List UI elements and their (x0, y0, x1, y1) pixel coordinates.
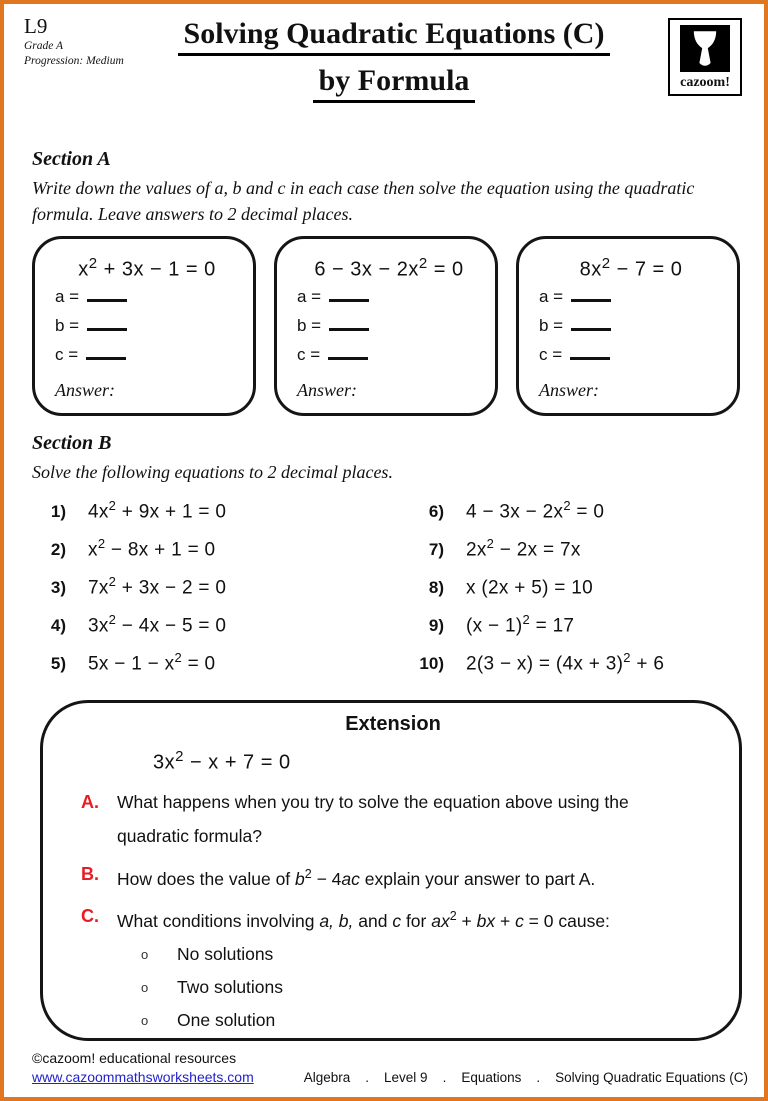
problem-card (32, 236, 256, 416)
equation-number: 3) (50, 578, 66, 598)
circle-bullet-icon: o (141, 1013, 149, 1029)
answer-blank (571, 328, 611, 331)
equation-text: 8x (579, 258, 602, 281)
equation: $4x^2 + 9x + 1 = 0$ (88, 498, 227, 523)
answer-blank (571, 299, 611, 302)
answer-blank (570, 357, 610, 360)
field-label: a = (297, 287, 322, 306)
logo-text: cazoom! (680, 75, 730, 90)
section-b-instructions: Solve the following equations to 2 decimal places. (32, 462, 393, 482)
bullet-item (141, 971, 705, 1004)
superscript: 2 (97, 536, 106, 551)
footer (32, 1049, 254, 1087)
equation-text: x (78, 258, 89, 281)
problem-card (516, 236, 740, 416)
field-label: b = (539, 316, 564, 335)
superscript: 2 (88, 255, 98, 272)
equation: $(x - 1)^2 = 17$ (466, 612, 575, 637)
breadcrumb-item: Equations (461, 1070, 522, 1085)
copyright-text: ©cazoom! educational resources (32, 1050, 237, 1066)
field-a (297, 287, 481, 316)
card-equation (297, 251, 481, 287)
page-title (124, 16, 664, 103)
extension-item-b (81, 857, 705, 896)
equation-text: 6 − 3x − 2x (314, 258, 419, 281)
field-a (539, 287, 723, 316)
equation-row (406, 536, 664, 574)
breadcrumb-item: Algebra (303, 1070, 351, 1085)
equation-column-left (28, 498, 406, 688)
header-meta (24, 14, 124, 69)
equation-row (28, 612, 406, 650)
field-c (297, 345, 481, 374)
bullet-label: Two solutions (177, 977, 284, 998)
field-b (539, 316, 723, 345)
superscript: 2 (623, 650, 631, 665)
section-b (32, 432, 752, 485)
equation-number: 1) (50, 502, 66, 522)
superscript: 2 (108, 498, 117, 513)
card-equation (539, 251, 723, 287)
equation-row (406, 650, 664, 688)
field-label: c = (55, 345, 79, 364)
extension-box (40, 700, 742, 1041)
superscript: 2 (601, 255, 611, 272)
superscript: 2 (522, 612, 531, 627)
equation-text: + 3x − 1 = 0 (97, 258, 216, 281)
field-label: a = (539, 287, 564, 306)
equation-number: 6) (428, 502, 444, 522)
problem-card (274, 236, 498, 416)
superscript: 2 (108, 612, 117, 627)
superscript: 2 (449, 909, 457, 924)
answer-blank (329, 328, 369, 331)
progression-label: Progression: Medium (24, 55, 124, 67)
breadcrumb-separator: . (536, 1070, 541, 1085)
extension-equation: $3x^2 - x + 7 = 0$ (153, 748, 291, 774)
circle-bullet-icon: o (141, 947, 149, 963)
answer-label: Answer: (539, 380, 599, 400)
answer-blank (86, 357, 126, 360)
answer-blank (329, 299, 369, 302)
bullet-label: No solutions (177, 944, 274, 965)
website-link[interactable]: www.cazoommathsworksheets.com (32, 1069, 254, 1085)
card-equation (55, 251, 239, 287)
equation-row (28, 536, 406, 574)
title-line-2: by Formula (313, 63, 476, 103)
field-b (55, 316, 239, 345)
equation: $x^2 - 8x + 1 = 0$ (88, 536, 216, 561)
answer-label: Answer: (297, 380, 357, 400)
level-label: L9 (24, 14, 48, 38)
equation-text: − 7 = 0 (610, 258, 683, 281)
answer-blank (328, 357, 368, 360)
equation-number: 2) (50, 540, 66, 560)
bullet-item (141, 1004, 705, 1037)
section-a-heading: Section A (32, 148, 111, 170)
field-label: c = (539, 345, 563, 364)
item-text: What conditions involving a, b, and c for $ax^2$ + bx + c = 0 cause: (117, 909, 610, 932)
equation-text: = 0 (427, 258, 464, 281)
item-label: B. (81, 863, 99, 884)
superscript: 2 (418, 255, 428, 272)
equation-row (28, 650, 406, 688)
answer-blank (87, 299, 127, 302)
equation-number: 8) (428, 578, 444, 598)
grade-label: Grade A (24, 40, 64, 52)
item-label: A. (81, 791, 99, 812)
field-b (297, 316, 481, 345)
superscript: 2 (108, 574, 117, 589)
equation-number: 4) (50, 616, 66, 636)
item-text: What happens when you try to solve the equation above using the quadratic formula? (117, 791, 629, 846)
superscript: 2 (304, 866, 312, 881)
extension-item-c (81, 899, 705, 938)
breadcrumb-separator: . (442, 1070, 447, 1085)
extension-item-a (81, 785, 705, 853)
field-label: b = (297, 316, 322, 335)
equation-row (28, 574, 406, 612)
breadcrumb-item: Level 9 (384, 1070, 428, 1085)
circle-bullet-icon: o (141, 980, 149, 996)
equation: $3x^2 - 4x - 5 = 0$ (88, 612, 227, 637)
equation-row (406, 574, 664, 612)
breadcrumb-separator: . (365, 1070, 370, 1085)
section-b-equations (28, 498, 748, 688)
title-line-1: Solving Quadratic Equations (C) (178, 16, 611, 56)
equation: $2x^2 - 2x = 7x$ (466, 536, 581, 561)
section-b-heading: Section B (32, 432, 112, 454)
superscript: 2 (175, 748, 184, 765)
answer-label: Answer: (55, 380, 115, 400)
section-a-cards (32, 236, 740, 416)
equation-row (406, 498, 664, 536)
equation-column-right (406, 498, 664, 688)
field-label: c = (297, 345, 321, 364)
equation-row (28, 498, 406, 536)
equation: $2(3 - x) = (4x + 3)^2 + 6$ (466, 650, 665, 675)
equation-number: 9) (428, 616, 444, 636)
field-label: a = (55, 287, 80, 306)
equation-number: 5) (50, 654, 66, 674)
breadcrumb (304, 1070, 748, 1085)
superscript: 2 (563, 498, 571, 513)
extension-heading: Extension (345, 713, 441, 735)
cazoom-logo (668, 18, 742, 96)
field-label: b = (55, 316, 80, 335)
field-a (55, 287, 239, 316)
equation: $5x - 1 - x^2 = 0$ (88, 650, 216, 675)
drum-icon (680, 25, 730, 72)
superscript: 2 (486, 536, 495, 551)
answer-blank (87, 328, 127, 331)
bullet-item (141, 938, 705, 971)
superscript: 2 (174, 650, 182, 665)
item-label: C. (81, 906, 99, 927)
equation-number: 10) (419, 654, 444, 674)
equation-number: 7) (428, 540, 444, 560)
breadcrumb-item: Solving Quadratic Equations (C) (555, 1070, 748, 1085)
equation: $4 - 3x - 2x^2 = 0$ (466, 498, 605, 523)
equation: $7x^2 + 3x - 2 = 0$ (88, 574, 227, 599)
section-a-instructions: Write down the values of a, b and c in each case then solve the equation using the quadratic formula. Leave answers to 2 decimal places. (32, 178, 695, 224)
equation: x (2x + 5) = 10 (466, 577, 594, 599)
field-c (539, 345, 723, 374)
bullet-label: One solution (177, 1010, 276, 1031)
field-c (55, 345, 239, 374)
section-a (32, 148, 752, 227)
equation-row (406, 612, 664, 650)
item-text: How does the value of $b^2 - 4ac$ explain your answer to part A. (117, 866, 596, 889)
